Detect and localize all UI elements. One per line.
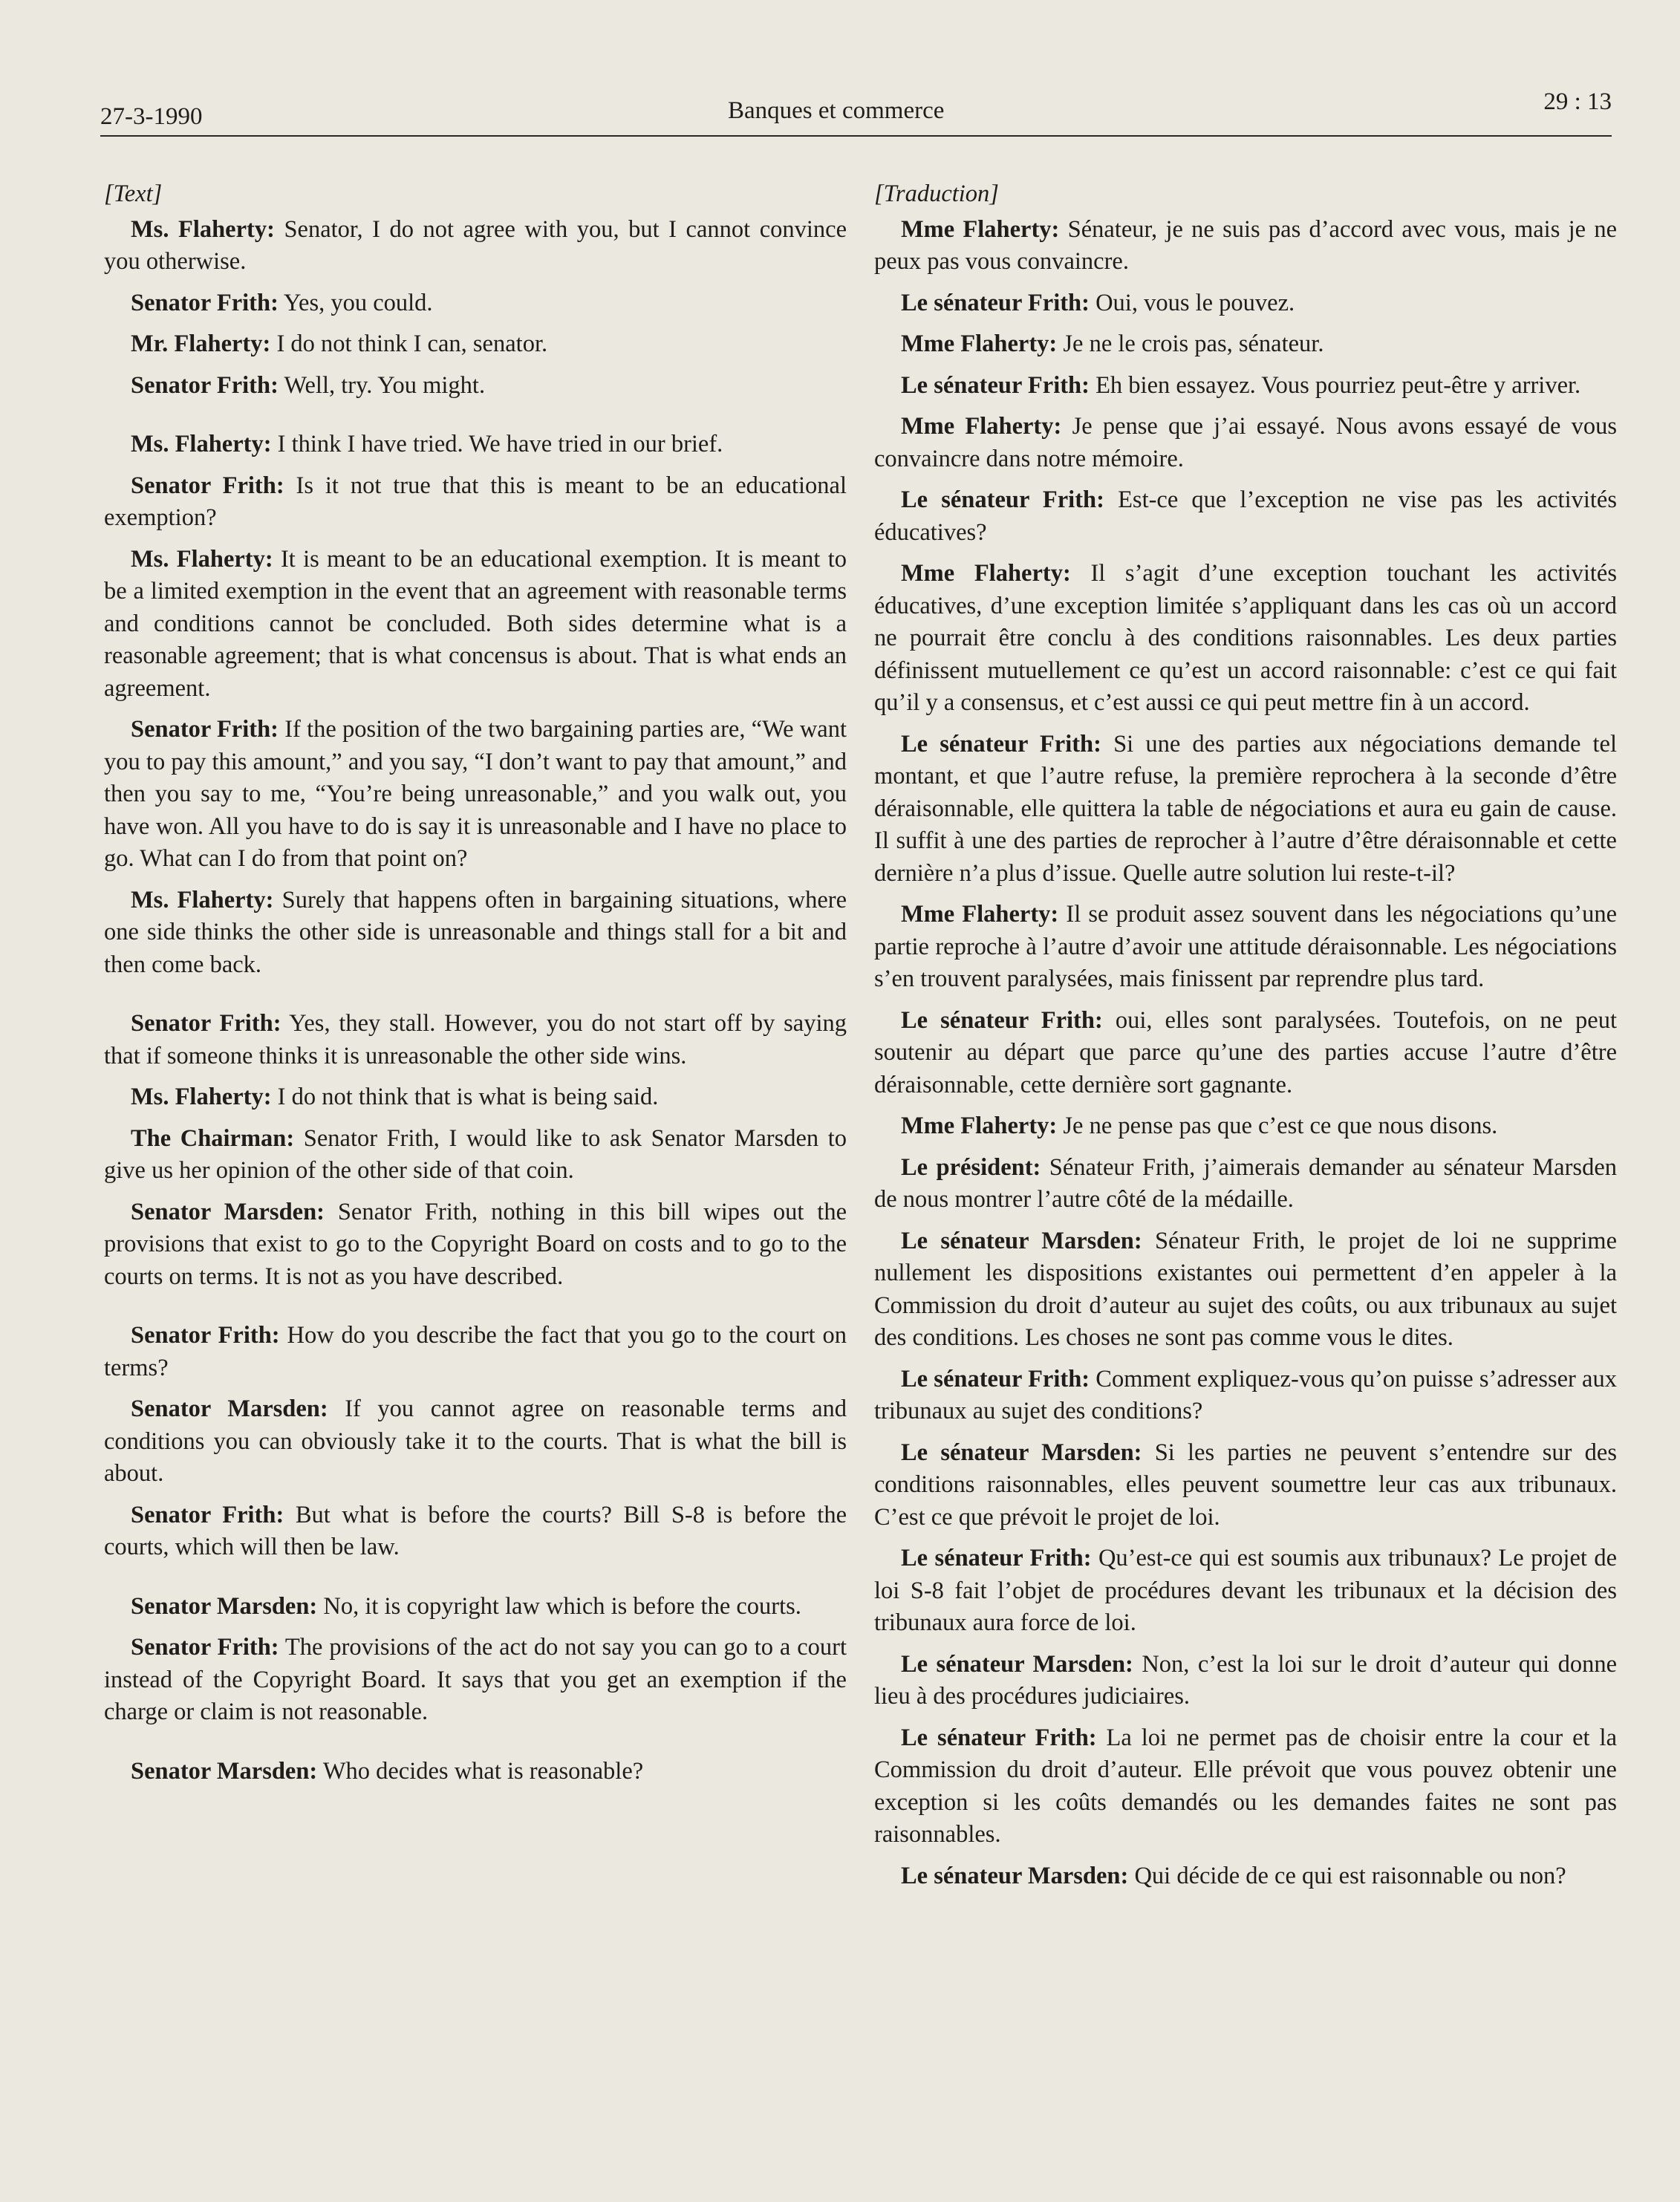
speech-text: Comment expliquez-vous qu’on puisse s’adresser aux tribunaux au sujet des conditions? — [874, 1365, 1617, 1424]
speaker-name: Le sénateur Marsden: — [901, 1227, 1142, 1254]
speech-text: Qui décide de ce qui est raisonnable ou non? — [1134, 1862, 1566, 1889]
transcript-paragraph — [874, 1722, 1617, 1851]
speaker-name: Le sénateur Marsden: — [901, 1650, 1133, 1678]
transcript-paragraph — [874, 1437, 1617, 1534]
speaker-name: Ms. Flaherty: — [131, 215, 275, 243]
transcript-paragraph — [874, 899, 1617, 996]
speaker-name: Senator Marsden: — [131, 1592, 318, 1620]
speaker-name: Ms. Flaherty: — [131, 886, 274, 913]
transcript-paragraph — [874, 1543, 1617, 1640]
speaker-name: Senator Frith: — [131, 1322, 280, 1349]
speech-text: Il se produit assez souvent dans les négociations qu’une partie reproche à l’autre d’avoir une attitude déraisonnable. Les négociations s’en trouvent paralysées, mais finissent par reprendre plus tard. — [874, 901, 1617, 992]
speaker-name: Senator Frith: — [131, 371, 279, 399]
speaker-name: Le sénateur Frith: — [901, 730, 1101, 758]
speaker-name: Mme Flaherty: — [901, 330, 1058, 357]
speech-text: Il s’agit d’une exception touchant les activités éducatives, d’une exception limitée s’appliquant dans les cas où un accord ne pourrait être conclu à des conditions raisonnables. Les deux parties définissent mutuellement ce qu’est un accord raisonnable: c’est ce qui fait qu’il y a consensus, et c’est aussi ce qui peut mettre fin à un accord. — [874, 560, 1617, 716]
speech-text: Si les parties ne peuvent s’entendre sur des conditions raisonnables, elles peuvent soumettre leur cas aux tribunaux. C’est ce que prévoit le projet de loi. — [874, 1439, 1617, 1531]
speaker-name: Mme Flaherty: — [901, 413, 1062, 440]
speech-text: How do you describe the fact that you go to the court on terms? — [104, 1322, 847, 1381]
speech-text: No, it is copyright law which is before the courts. — [323, 1592, 801, 1620]
speech-text: La loi ne permet pas de choisir entre la cour et la Commission du droit d’auteur. Elle prévoit que vous pouvez obtenir une exception si les coûts demandés ou les demandes faites ne sont pas raisonnables. — [874, 1724, 1617, 1848]
speech-text: But what is before the courts? Bill S-8 is before the courts, which will then be law. — [104, 1501, 847, 1560]
transcript-paragraph — [104, 1320, 847, 1384]
speaker-name: Le sénateur Frith: — [901, 1545, 1092, 1571]
transcript-paragraph — [874, 1364, 1617, 1428]
speech-text: Sénateur, je ne suis pas d’accord avec vous, mais je ne peux pas vous convaincre. — [874, 215, 1617, 275]
transcript-paragraph — [104, 1196, 847, 1294]
transcript-paragraph — [104, 1081, 847, 1114]
speech-text: I do not think I can, senator. — [276, 330, 548, 357]
transcript-paragraph — [874, 1225, 1617, 1355]
speaker-name: Mme Flaherty: — [901, 215, 1060, 243]
speech-text: Qu’est-ce qui est soumis aux tribunaux? Le projet de loi S-8 fait l’objet de procédures devant les tribunaux et la décision des tribunaux aura force de loi. — [874, 1545, 1617, 1636]
transcript-paragraph — [104, 328, 847, 361]
header-page-number: 29 : 13 — [1543, 88, 1612, 115]
speech-text: I do not think that is what is being said. — [277, 1084, 659, 1110]
speaker-name: Le sénateur Frith: — [901, 1006, 1103, 1034]
transcript-paragraph — [874, 1860, 1617, 1893]
speech-text: Yes, they stall. However, you do not start off by saying that if someone thinks it is unreasonable the other side wins. — [104, 1010, 847, 1069]
speech-text: I think I have tried. We have tried in our brief. — [277, 431, 723, 457]
header-date: 27-3-1990 — [100, 103, 203, 130]
speech-text: Eh bien essayez. Vous pourriez peut-être y arriver. — [1095, 371, 1581, 399]
transcript-paragraph — [874, 328, 1617, 361]
transcript-paragraph — [104, 1756, 847, 1788]
speaker-name: Senator Frith: — [131, 289, 279, 316]
transcript-paragraph — [104, 885, 847, 982]
speaker-name: Ms. Flaherty: — [131, 431, 272, 457]
transcript-paragraph — [104, 1008, 847, 1072]
speech-text: Je ne le crois pas, sénateur. — [1063, 330, 1324, 357]
speech-text: Senator Frith, I would like to ask Senator Marsden to give us her opinion of the other side of that coin. — [104, 1124, 847, 1184]
speech-text: Surely that happens often in bargaining situations, where one side thinks the other side is unreasonable and things stall for a bit and then come back. — [104, 886, 847, 978]
speaker-name: Mme Flaherty: — [901, 1113, 1058, 1139]
speech-text: Sénateur Frith, j’aimerais demander au sénateur Marsden de nous montrer l’autre côté de la médaille. — [874, 1153, 1617, 1213]
transcript-paragraph — [104, 1591, 847, 1623]
speaker-name: Le sénateur Frith: — [901, 289, 1090, 316]
transcript-paragraph — [874, 1110, 1617, 1143]
transcript-paragraph — [104, 287, 847, 320]
speech-text: Senator, I do not agree with you, but I cannot convince you otherwise. — [104, 215, 847, 275]
speech-text: Si une des parties aux négociations demande tel montant, et que l’autre refuse, la première reprochera à la seconde d’être déraisonnable, elle quittera la table de négociations et aura eu gain de cause. Il suffit à une des parties de reprocher à l’autre d’être déraisonnable et cette dernière n’a plus d’issue. Quelle autre solution lui reste-t-il? — [874, 730, 1617, 887]
speaker-name: Le président: — [901, 1153, 1041, 1181]
english-column — [104, 178, 847, 1797]
speech-text: Senator Frith, nothing in this bill wipes out the provisions that exist to go to the Copyright Board on costs and to go to the courts on terms. It is not as you have described. — [104, 1198, 847, 1290]
french-column — [874, 178, 1617, 1901]
speaker-name: Senator Frith: — [131, 1501, 284, 1528]
transcript-paragraph — [874, 558, 1617, 720]
speech-text: The provisions of the act do not say you can go to a court instead of the Copyright Board. It says that you get an exemption if the charge or claim is not reasonable. — [104, 1634, 847, 1725]
transcript-paragraph — [874, 484, 1617, 549]
speech-text: Well, try. You might. — [284, 371, 486, 399]
speaker-name: Mme Flaherty: — [901, 901, 1059, 928]
language-marker: [Traduction] — [874, 180, 999, 207]
transcript-paragraph — [104, 714, 847, 876]
speech-text: Yes, you could. — [283, 289, 433, 316]
transcript-paragraph — [104, 1123, 847, 1188]
transcript-paragraph — [874, 1005, 1617, 1102]
speaker-name: Senator Marsden: — [131, 1395, 328, 1422]
speaker-name: Le sénateur Frith: — [901, 1724, 1097, 1751]
page-header — [100, 89, 1612, 137]
speaker-name: Senator Frith: — [131, 1010, 281, 1037]
speaker-name: Senator Frith: — [131, 1634, 279, 1661]
speaker-name: Senator Marsden: — [131, 1757, 318, 1785]
speaker-name: Le sénateur Marsden: — [901, 1862, 1129, 1889]
speech-text: Oui, vous le pouvez. — [1095, 289, 1295, 316]
speech-text: Je pense que j’ai essayé. Nous avons essayé de vous convaincre dans notre mémoire. — [874, 413, 1617, 472]
speech-text: If the position of the two bargaining parties are, “We want you to pay this amount,” and you say, “I don’t want to pay that amount,” and then you say to me, “You’re being unreasonable,” and you walk out, you have won. All you have to do is say it is unreasonable and I have no place to go. What can I do from that point on? — [104, 716, 847, 872]
transcript-paragraph — [104, 470, 847, 535]
speaker-name: Ms. Flaherty: — [131, 545, 273, 573]
transcript-paragraph — [104, 1393, 847, 1491]
transcript-paragraph — [104, 544, 847, 706]
speech-text: Who decides what is reasonable? — [322, 1757, 644, 1785]
speaker-name: Le sénateur Marsden: — [901, 1439, 1142, 1466]
transcript-paragraph — [874, 370, 1617, 403]
transcript-paragraph — [874, 729, 1617, 890]
speaker-name: Mr. Flaherty: — [131, 330, 271, 357]
language-marker: [Text] — [104, 180, 163, 207]
speaker-name: The Chairman: — [131, 1124, 295, 1152]
transcript-paragraph — [874, 214, 1617, 278]
speech-text: If you cannot agree on reasonable terms and conditions you can obviously take it to the courts. That is what the bill is about. — [104, 1395, 847, 1487]
transcript-paragraph — [874, 287, 1617, 320]
speech-text: Is it not true that this is meant to be an educational exemption? — [104, 472, 847, 531]
transcript-paragraph — [874, 411, 1617, 475]
speech-text: Je ne pense pas que c’est ce que nous disons. — [1063, 1113, 1498, 1139]
transcript-paragraph — [874, 1649, 1617, 1713]
transcript-paragraph — [104, 1499, 847, 1564]
transcript-paragraph — [874, 1152, 1617, 1216]
speaker-name: Senator Marsden: — [131, 1198, 325, 1225]
header-title: Banques et commerce — [728, 97, 945, 124]
speech-text: Est-ce que l’exception ne vise pas les activités éducatives? — [874, 486, 1617, 546]
speaker-name: Senator Frith: — [131, 472, 284, 499]
speech-text: oui, elles sont paralysées. Toutefois, on ne peut soutenir au départ que parce qu’une des parties accuse l’autre d’être déraisonnable, cette dernière sort gagnante. — [874, 1006, 1617, 1098]
speech-text: It is meant to be an educational exemption. It is meant to be a limited exemption in the event that an agreement with reasonable terms and conditions cannot be concluded. Both sides determine what is a reasonable agreement; that is what concensus is about. That is what ends an agreement. — [104, 545, 847, 702]
speaker-name: Ms. Flaherty: — [131, 1084, 272, 1110]
speaker-name: Le sénateur Frith: — [901, 1365, 1090, 1392]
transcript-paragraph — [104, 370, 847, 403]
speaker-name: Senator Frith: — [131, 716, 279, 743]
speaker-name: Le sénateur Frith: — [901, 371, 1090, 399]
speaker-name: Mme Flaherty: — [901, 560, 1071, 587]
transcript-paragraph — [104, 1632, 847, 1729]
transcript-paragraph — [104, 214, 847, 278]
speech-text: Sénateur Frith, le projet de loi ne supprime nullement les dispositions existantes oui permettent d’en appeler à la Commission du droit d’auteur au sujet des coûts, ou aux tribunaux au sujet des conditions. Les choses ne sont pas comme vous le dites. — [874, 1227, 1618, 1351]
speaker-name: Le sénateur Frith: — [901, 486, 1104, 513]
speech-text: Non, c’est la loi sur le droit d’auteur qui donne lieu à des procédures judiciaires. — [874, 1650, 1618, 1710]
transcript-paragraph — [104, 429, 847, 461]
